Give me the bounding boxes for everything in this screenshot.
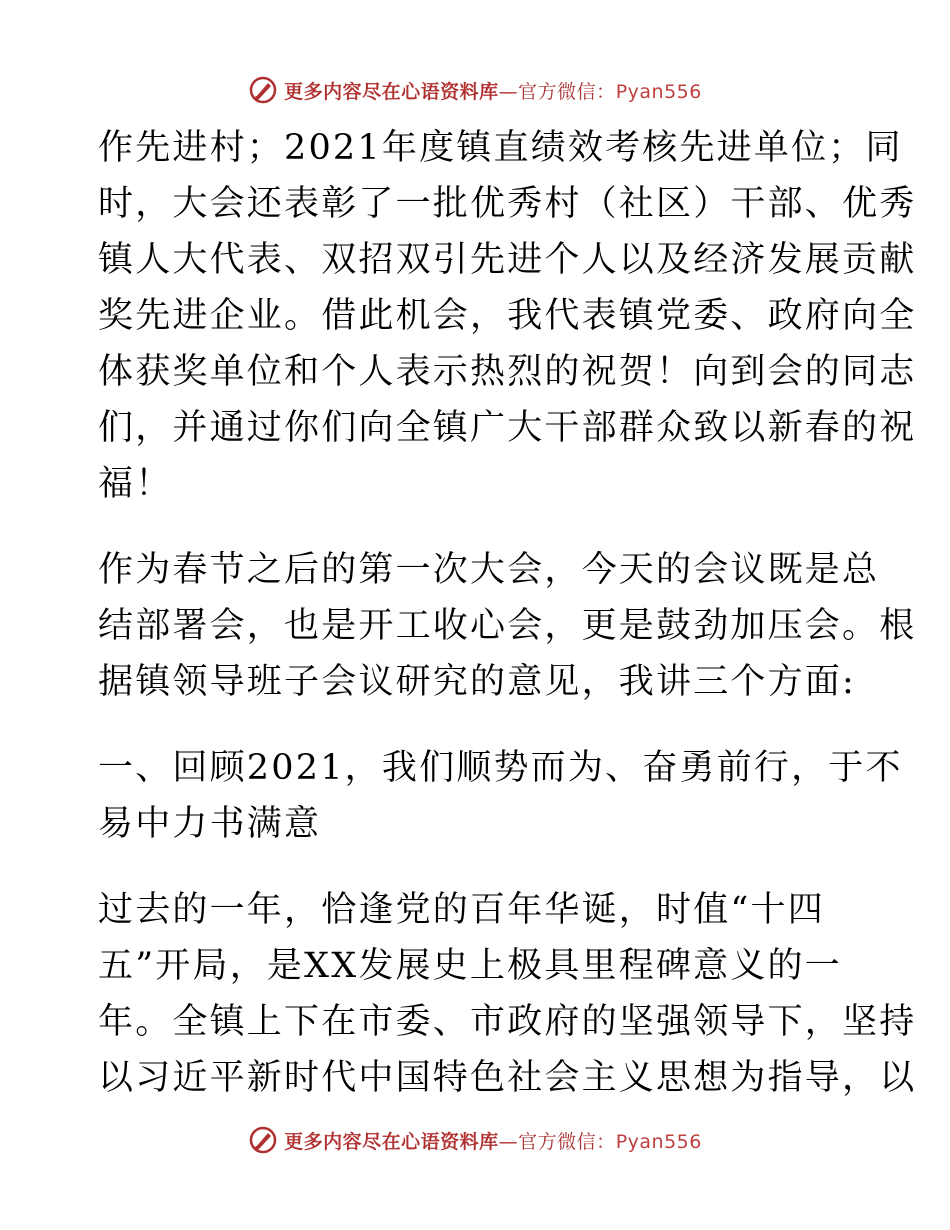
text-line: 作先进村；2021年度镇直绩效考核先进单位；同 xyxy=(98,128,903,168)
watermark-brand: 更多内容尽在心语资料库 xyxy=(284,1130,499,1153)
watermark-official: 官方微信： xyxy=(518,1130,616,1153)
watermark-wechat-id: Pyan556 xyxy=(615,80,702,103)
footer-watermark xyxy=(0,1120,950,1160)
text-line: 时，大会还表彰了一批优秀村（社区）干部、优秀 xyxy=(98,184,917,224)
text-line: 以习近平新时代中国特色社会主义思想为指导，以 xyxy=(98,1058,917,1098)
text-line: 奖先进企业。借此机会，我代表镇党委、政府向全 xyxy=(98,296,917,336)
paragraph-1 xyxy=(98,120,917,512)
text-line: 年。全镇上下在市委、市政府的坚强领导下，坚持 xyxy=(98,1002,917,1042)
text-line: 体获奖单位和个人表示热烈的祝贺！向到会的同志 xyxy=(98,352,917,392)
header-watermark xyxy=(0,70,950,110)
watermark-text xyxy=(284,77,702,104)
watermark-dash: — xyxy=(498,1130,519,1153)
text-line: 镇人大代表、双招双引先进个人以及经济发展贡献 xyxy=(98,240,917,280)
text-line: 们，并通过你们向全镇广大干部群众致以新春的祝 xyxy=(98,408,917,448)
text-line: 结部署会，也是开工收心会，更是鼓劲加压会。根 xyxy=(98,606,917,646)
watermark-brand: 更多内容尽在心语资料库 xyxy=(284,80,499,103)
watermark-official: 官方微信： xyxy=(518,80,616,103)
watermark-text xyxy=(284,1127,702,1154)
section-heading-1 xyxy=(98,740,903,852)
heading-line: 易中力书满意 xyxy=(98,804,322,844)
text-line: 五”开局，是XX发展史上极具里程碑意义的一 xyxy=(98,946,842,986)
heading-line: 一、回顾2021，我们顺势而为、奋勇前行，于不 xyxy=(98,748,903,788)
watermark-wechat-id: Pyan556 xyxy=(615,1130,702,1153)
pen-logo-icon xyxy=(248,75,278,105)
pen-logo-icon xyxy=(248,1125,278,1155)
text-line: 福！ xyxy=(98,464,173,504)
paragraph-3 xyxy=(98,882,917,1106)
paragraph-2 xyxy=(98,542,917,710)
text-line: 过去的一年，恰逢党的百年华诞，时值“十四 xyxy=(98,890,825,930)
text-line: 作为春节之后的第一次大会，今天的会议既是总 xyxy=(98,550,880,590)
body-text xyxy=(98,120,917,1106)
watermark-dash: — xyxy=(498,80,519,103)
text-line: 据镇领导班子会议研究的意见，我讲三个方面: xyxy=(98,662,856,702)
